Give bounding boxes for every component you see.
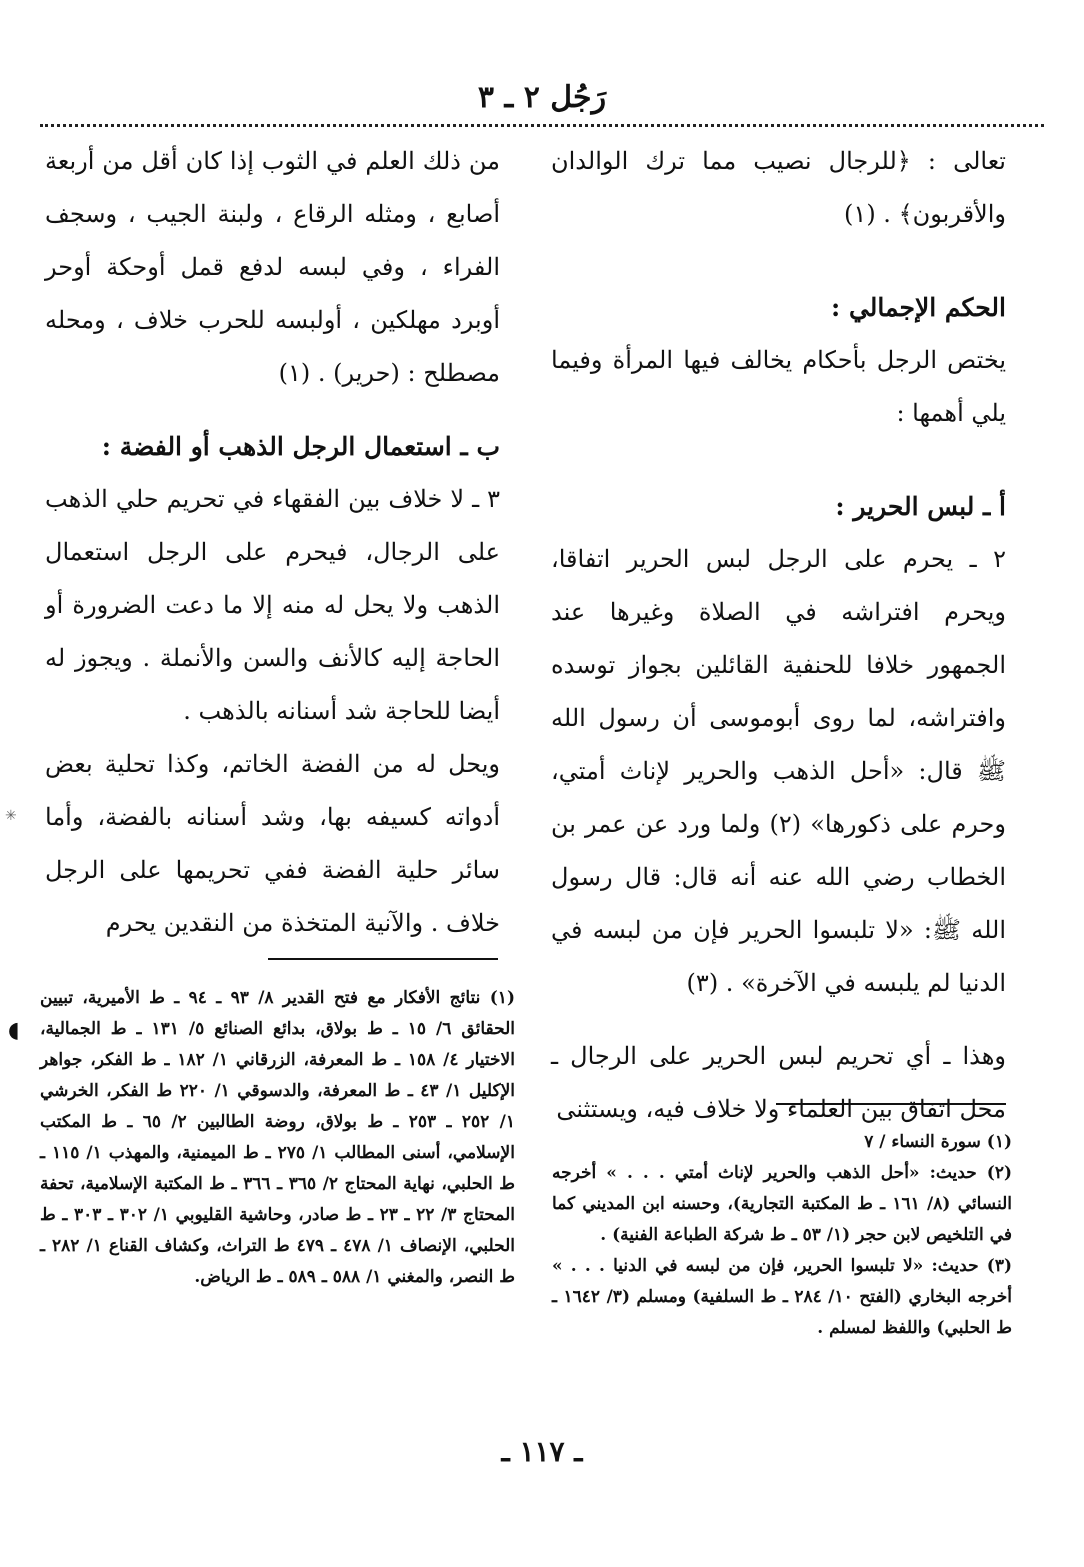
heading-silk: أ ـ لبس الحرير : xyxy=(835,492,1006,521)
footnote: (١) نتائج الأفكار مع فتح القدير ٨/ ٩٣ ـ ٩٤ ـ ط الأميرية، تبيين الحقائق ٦/ ١٥ ـ ط بولاق، بدائع الصنائع ٥/ ١٣١ ـ ط الجمالية، الاختيار ٤/ ١٥٨ ـ ط المعرفة، الزرقاني ١/ ١٨٢ ـ ط الفكر، جواهر الإكليل ١/ ٤٣ ـ ط المعرفة، والدسوقي ١/ ٢٢٠ ط الفكر، الخرشي ١/ ٢٥٢ ـ ٢٥٣ ـ ط بولاق، روضة الطالبين ٢/ ٦٥ ـ ط المكتب الإسلامي، أسنى المطالب ١/ ٢٧٥ ـ ط الميمنية، والمهذب ١/ ١١٥ ـ ط الحلبي، نهاية المحتاج ٢/ ٣٦٥ ـ ٣٦٦ ـ ط المكتبة الإسلامية، تحفة المحتاج ٣/ ٢٢ ـ ٢٣ ـ ط صادر، وحاشية القليوبي ١/ ٣٠٢ ـ ٣٠٣ ـ ط الحلبي، الإنصاف ١/ ٤٧٨ ـ ٤٧٩ ط التراث، وكشاف القناع ١/ ٢٨٢ ـ ط النصر، والمغني ١/ ٥٨٨ ـ ٥٨٩ ـ ط الرياض. xyxy=(40,988,516,1287)
silver-paragraph: ويحل له من الفضة الخاتم، وكذا تحلية بعض أدواته كسيفه بها، وشد أسنانه بالفضة، وأما سائر حلية الفضة ففي تحريمها على الرجل خلاف . والآنية المتخذة من النقدين يحرم xyxy=(45,750,500,937)
footnote: (٣) حديث: «لا تلبسوا الحرير، فإن من لبسه في الدنيا . . . » أخرجه البخاري (الفتح ١٠/ ٢٨٤ ـ ط السلفية) ومسلم (٣/ ١٦٤٢ ـ ط الحلبي) واللفظ لمسلم . xyxy=(552,1256,1012,1338)
right-column xyxy=(551,135,1006,1136)
header-dotted-rule xyxy=(40,124,1044,127)
continuation-paragraph: من ذلك العلم في الثوب إذا كان أقل من أربعة أصابع ، ومثله الرقاع ، ولبنة الجيب ، وسجف الفراء ، وفي لبسه لدفع قمل أوحكة أوحر أوبرد مهلكين ، أولبسه للحرب خلاف ، ومحله مصطلح : (حرير) . (١) xyxy=(45,147,500,387)
heading-general-ruling: الحكم الإجمالي : xyxy=(831,293,1006,322)
left-column xyxy=(45,135,500,950)
margin-scan-mark: ◖ xyxy=(8,1018,20,1043)
silk-paragraph: ٢ ـ يحرم على الرجل لبس الحرير اتفاقا، ويحرم افتراشه في الصلاة وغيرها عند الجمهور خلافا للحنفية القائلين بجواز توسده وافتراشه، لما روى أبوموسى أن رسول الله ﷺ قال: «أحل الذهب والحرير لإناث أمتي، وحرم على ذكورها» (٢) ولما ورد عن عمر بن الخطاب رضي الله عنه أنه قال: قال رسول الله ﷺ: «لا تلبسوا الحرير فإن من لبسه في الدنيا لم يلبسه في الآخرة» . (٣) xyxy=(551,545,1006,997)
intro-paragraph: تعالى : ﴿للرجال نصيب مما ترك الوالدان والأقربون﴾ . (١) xyxy=(551,147,1006,228)
page-header-title: رَجُل ٢ ـ ٣ xyxy=(477,80,607,115)
footnote-separator-left xyxy=(268,958,498,960)
gold-paragraph: ٣ ـ لا خلاف بين الفقهاء في تحريم حلي الذهب على الرجال، فيحرم على الرجل استعمال الذهب ولا يحل له منه إلا ما دعت الضرورة أو الحاجة إليه كالأنف والسن والأنملة . ويجوز له أيضا للحاجة شد أسنانه بالذهب . xyxy=(45,485,500,725)
footnotes-right xyxy=(552,1127,1012,1344)
footnote: (٢) حديث: «أحل الذهب والحرير لإناث أمتي . . . » أخرجه النسائي (٨/ ١٦١ ـ ط المكتبة التجارية)، وحسنه ابن المديني كما في التلخيص لابن حجر (١/ ٥٣ ـ ط شركة الطباعة الفنية) . xyxy=(552,1163,1012,1245)
silk-paragraph-continued: وهذا ـ أي تحريم لبس الحرير على الرجال ـ محل اتفاق بين العلماء ولا خلاف فيه، ويستثنى xyxy=(551,1042,1006,1123)
page-number: ـ ١١٧ ـ xyxy=(501,1435,583,1468)
footnote: (١) سورة النساء / ٧ xyxy=(864,1132,1012,1152)
heading-gold-silver: ب ـ استعمال الرجل الذهب أو الفضة : xyxy=(101,432,500,461)
footnotes-left xyxy=(40,983,515,1293)
general-ruling-text: يختص الرجل بأحكام يخالف فيها المرأة وفيما يلي أهمها : xyxy=(551,346,1006,427)
margin-speck: ✳ xyxy=(5,808,17,824)
footnote-separator-right xyxy=(776,1103,1006,1105)
